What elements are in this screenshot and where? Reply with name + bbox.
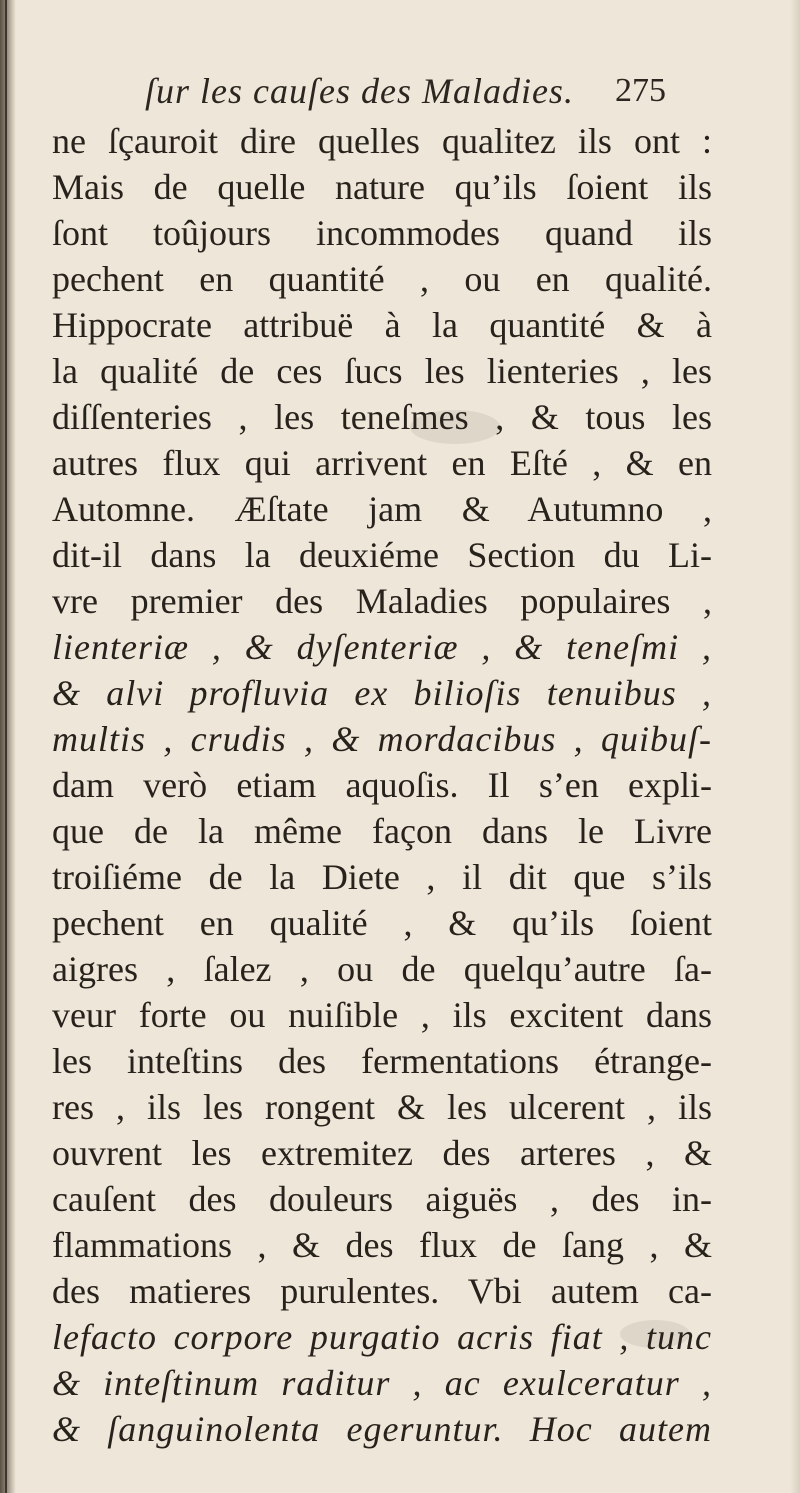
binding-edge-line bbox=[5, 0, 7, 1493]
text-line: res , ils les rongent & les ulcerent , ils bbox=[52, 1087, 712, 1127]
latin-quote-line: lienteriæ , & dyſenteriæ , & teneſmi , bbox=[52, 627, 712, 667]
page-header bbox=[115, 64, 715, 116]
text-line: troiſiéme de la Diete , il dit que s’ils bbox=[52, 857, 712, 897]
text-line: Automne. Æſtate jam & Autumno , bbox=[52, 489, 712, 529]
latin-quote-line: & ſanguinolenta egeruntur. Hoc autem bbox=[52, 1409, 712, 1449]
text-line: pechent en quantité , ou en qualité. bbox=[52, 259, 712, 299]
text-line: diſſenteries , les teneſmes , & tous les bbox=[52, 397, 712, 437]
text-line: des matieres purulentes. Vbi autem ca- bbox=[52, 1271, 712, 1311]
latin-quote-line: & alvi profluvia ex bilioſis tenuibus , bbox=[52, 673, 712, 713]
text-line: autres flux qui arrivent en Eſté , & en bbox=[52, 443, 712, 483]
latin-quote-line: lefacto corpore purgatio acris fiat , tunc bbox=[52, 1317, 712, 1357]
text-line: Hippocrate attribuë à la quantité & à bbox=[52, 305, 712, 345]
text-line: ne ſçauroit dire quelles qualitez ils ont : bbox=[52, 121, 712, 161]
text-line: dam verò etiam aquoſis. Il s’en expli- bbox=[52, 765, 712, 805]
text-line: ſont toûjours incommodes quand ils bbox=[52, 213, 712, 253]
text-line: dit-il dans la deuxiéme Section du Li- bbox=[52, 535, 712, 575]
text-line: les inteſtins des fermentations étrange- bbox=[52, 1041, 712, 1081]
page-number: 275 bbox=[615, 72, 666, 109]
page-edge-shadow bbox=[790, 0, 800, 1493]
binding-gutter bbox=[0, 0, 16, 1493]
running-title: ſur les cauſes des Maladies. bbox=[145, 71, 574, 111]
text-line: aigres , ſalez , ou de quelqu’autre ſa- bbox=[52, 949, 712, 989]
text-line: Mais de quelle nature qu’ils ſoient ils bbox=[52, 167, 712, 207]
body-text bbox=[52, 118, 712, 1452]
text-line: cauſent des douleurs aiguës , des in- bbox=[52, 1179, 712, 1219]
text-line: ouvrent les extremitez des arteres , & bbox=[52, 1133, 712, 1173]
text-line: pechent en qualité , & qu’ils ſoient bbox=[52, 903, 712, 943]
text-line: la qualité de ces ſucs les lienteries , les bbox=[52, 351, 712, 391]
text-line: flammations , & des flux de ſang , & bbox=[52, 1225, 712, 1265]
text-line: vre premier des Maladies populaires , bbox=[52, 581, 712, 621]
text-line: que de la même façon dans le Livre bbox=[52, 811, 712, 851]
text-line: veur forte ou nuiſible , ils excitent dans bbox=[52, 995, 712, 1035]
latin-quote-line: & inteſtinum raditur , ac exulceratur , bbox=[52, 1363, 712, 1403]
latin-quote-line: multis , crudis , & mordacibus , quibuſ- bbox=[52, 719, 712, 759]
